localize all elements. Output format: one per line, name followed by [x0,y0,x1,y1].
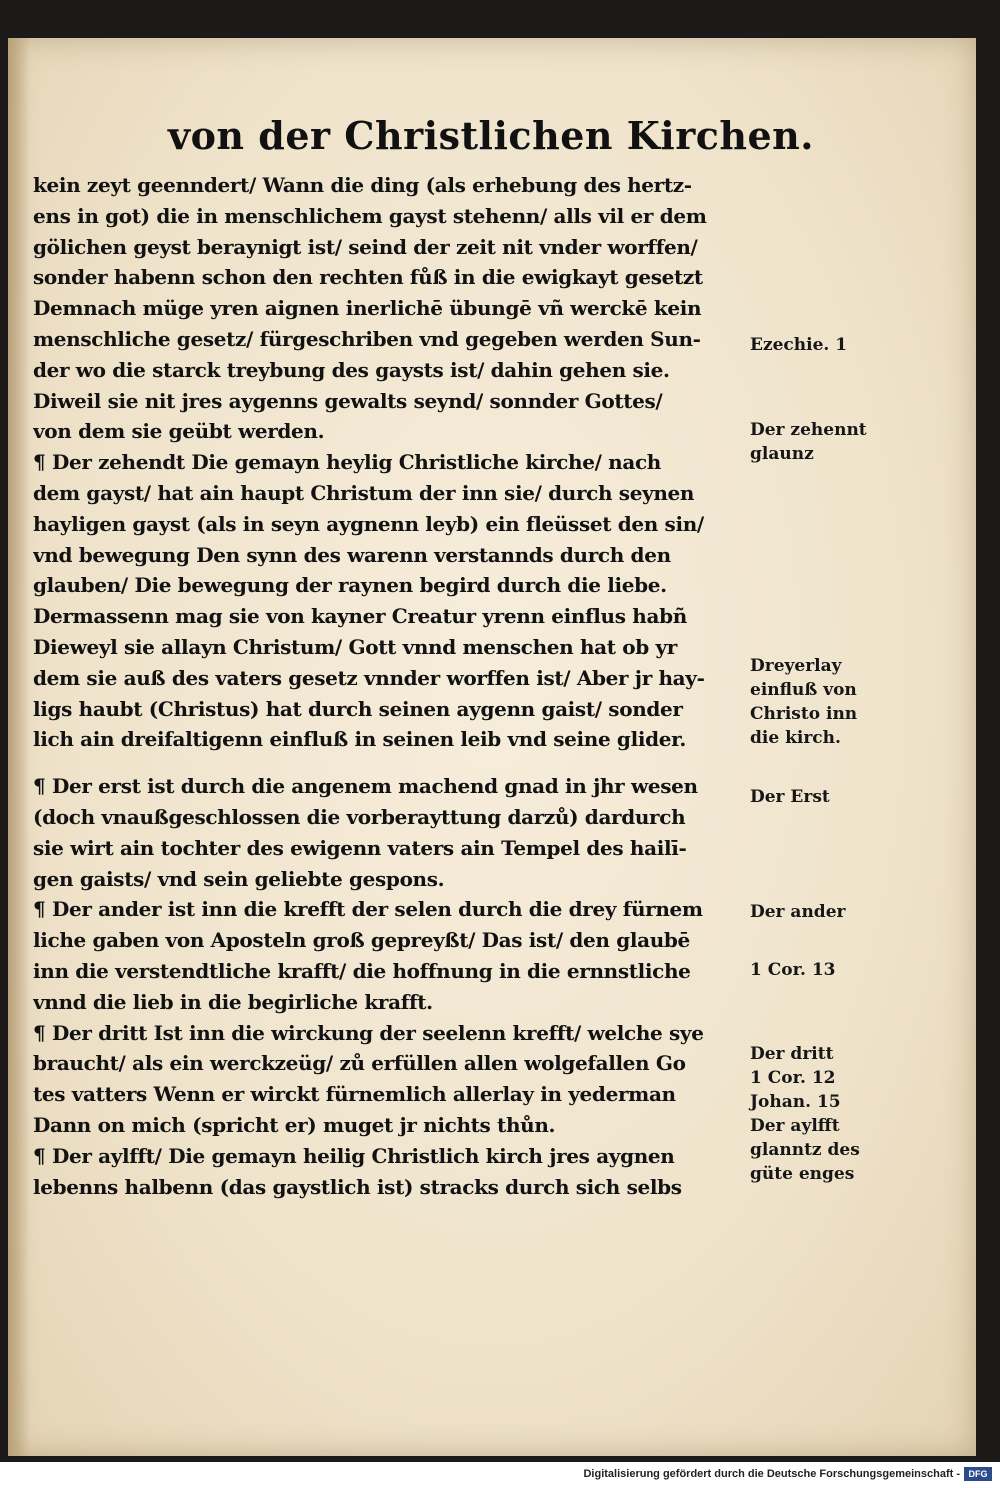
margin-note: die kirch. [750,728,841,748]
text-line: braucht/ als ein werckzeüg/ zů erfüllen allen wolgefallen Go [33,1051,686,1076]
funding-credit: Digitalisierung gefördert durch die Deutsche Forschungsgemeinschaft - [583,1468,960,1480]
text-line: Diweil sie nit jres aygenns gewalts seynd/ sonnder Gottes/ [33,388,663,413]
dfg-logo-icon: DFG [964,1467,992,1481]
text-line: dem sie auß des vaters gesetz vnnder worffen ist/ Aber jr hay- [33,665,705,690]
text-line: ¶ Der erst ist durch die angenem machend gnad in jhr wesen [33,774,698,799]
margin-note: glanntz des [750,1140,860,1160]
margin-note: glaunz [750,444,814,464]
margin-note: Johan. 15 [750,1092,841,1112]
text-line: gen gaists/ vnd sein geliebte gespons. [33,866,445,891]
text-line: Dann on mich (spricht er) muget jr nichts thůn. [33,1112,556,1137]
text-line: sonder habenn schon den rechten fůß in die ewigkayt gesetzt [33,265,703,290]
margin-note: 1 Cor. 13 [750,960,836,980]
text-line: (doch vnaußgeschlossen die vorberayttung darzů) dardurch [33,804,686,829]
margin-note: Christo inn [750,704,858,724]
margin-note: güte enges [750,1164,855,1184]
text-line: Dermassenn mag sie von kayner Creatur yrenn einflus habñ [33,604,687,629]
margin-note: Der Erst [750,787,830,807]
text-line: menschliche gesetz/ fürgeschriben vnd gegeben werden Sun- [33,326,701,351]
text-line: sie wirt ain tochter des ewigenn vaters ain Tempel des hailī- [33,835,687,860]
text-line: lich ain dreifaltigenn einfluß in seinen leib vnd seine glider. [33,727,687,752]
text-line: Dieweyl sie allayn Christum/ Gott vnnd menschen hat ob yr [33,634,677,659]
text-line: tes vatters Wenn er wirckt fürnemlich allerlay in yederman [33,1082,676,1107]
text-line: glauben/ Die bewegung der raynen begird durch die liebe. [33,573,667,598]
margin-note: Der ander [750,902,846,922]
text-line: kein zeyt geenndert/ Wann die ding (als erhebung des hertz- [33,173,692,197]
margin-note: Ezechie. 1 [750,335,848,355]
text-line: Demnach müge yren aignen inerlichē übungē vñ werckē kein [33,296,702,321]
text-line: ligs haubt (Christus) hat durch seinen aygenn gaist/ sonder [33,696,683,721]
margin-note: Der zehennt [750,420,867,440]
text-line: lebenns halbenn (das gaystlich ist) stracks durch sich selbs [33,1174,682,1199]
text-line: vnnd die lieb in die begirliche krafft. [33,989,433,1014]
text-line: gölichen geyst beraynigt ist/ seind der zeit nit vnder worffen/ [33,234,698,259]
margin-note: Dreyerlay [750,656,842,676]
margin-note: einfluß von [750,680,857,700]
text-line: ¶ Der ander ist inn die krefft der selen durch die drey fürnem [33,897,703,922]
text-line: liche gaben von Aposteln groß gepreyßt/ Das ist/ den glaubē [33,928,690,953]
margin-note: 1 Cor. 12 [750,1068,836,1088]
text-line: ¶ Der aylfft/ Die gemayn heilig Christlich kirch jres aygnen [33,1143,675,1168]
margin-note: Der dritt [750,1044,834,1064]
running-head: von der Christlichen Kirchen. [168,113,815,158]
text-line: inn die verstendtliche krafft/ die hoffnung in die ernnstliche [33,958,691,983]
text-line: von dem sie geübt werden. [33,419,325,444]
text-line: dem gayst/ hat ain haupt Christum der inn sie/ durch seynen [33,480,695,505]
margin-note: Der aylfft [750,1116,840,1136]
text-line: hayligen gayst (als in seyn aygnenn leyb) ein fleüsset den sin/ [33,511,704,536]
text-line: ¶ Der zehendt Die gemayn heylig Christliche kirche/ nach [33,450,661,475]
text-line: vnd bewegung Den synn des warenn verstannds durch den [33,542,671,567]
text-line: ens in got) die in menschlichem gayst stehenn/ alls vil er dem [33,203,707,228]
book-page [8,38,976,1456]
text-line: der wo die starck treybung des gaysts ist/ dahin gehen sie. [33,357,670,382]
text-line: ¶ Der dritt Ist inn die wirckung der seelenn krefft/ welche sye [33,1020,704,1045]
footer-bar [0,1462,1000,1488]
body-text [33,170,753,1202]
